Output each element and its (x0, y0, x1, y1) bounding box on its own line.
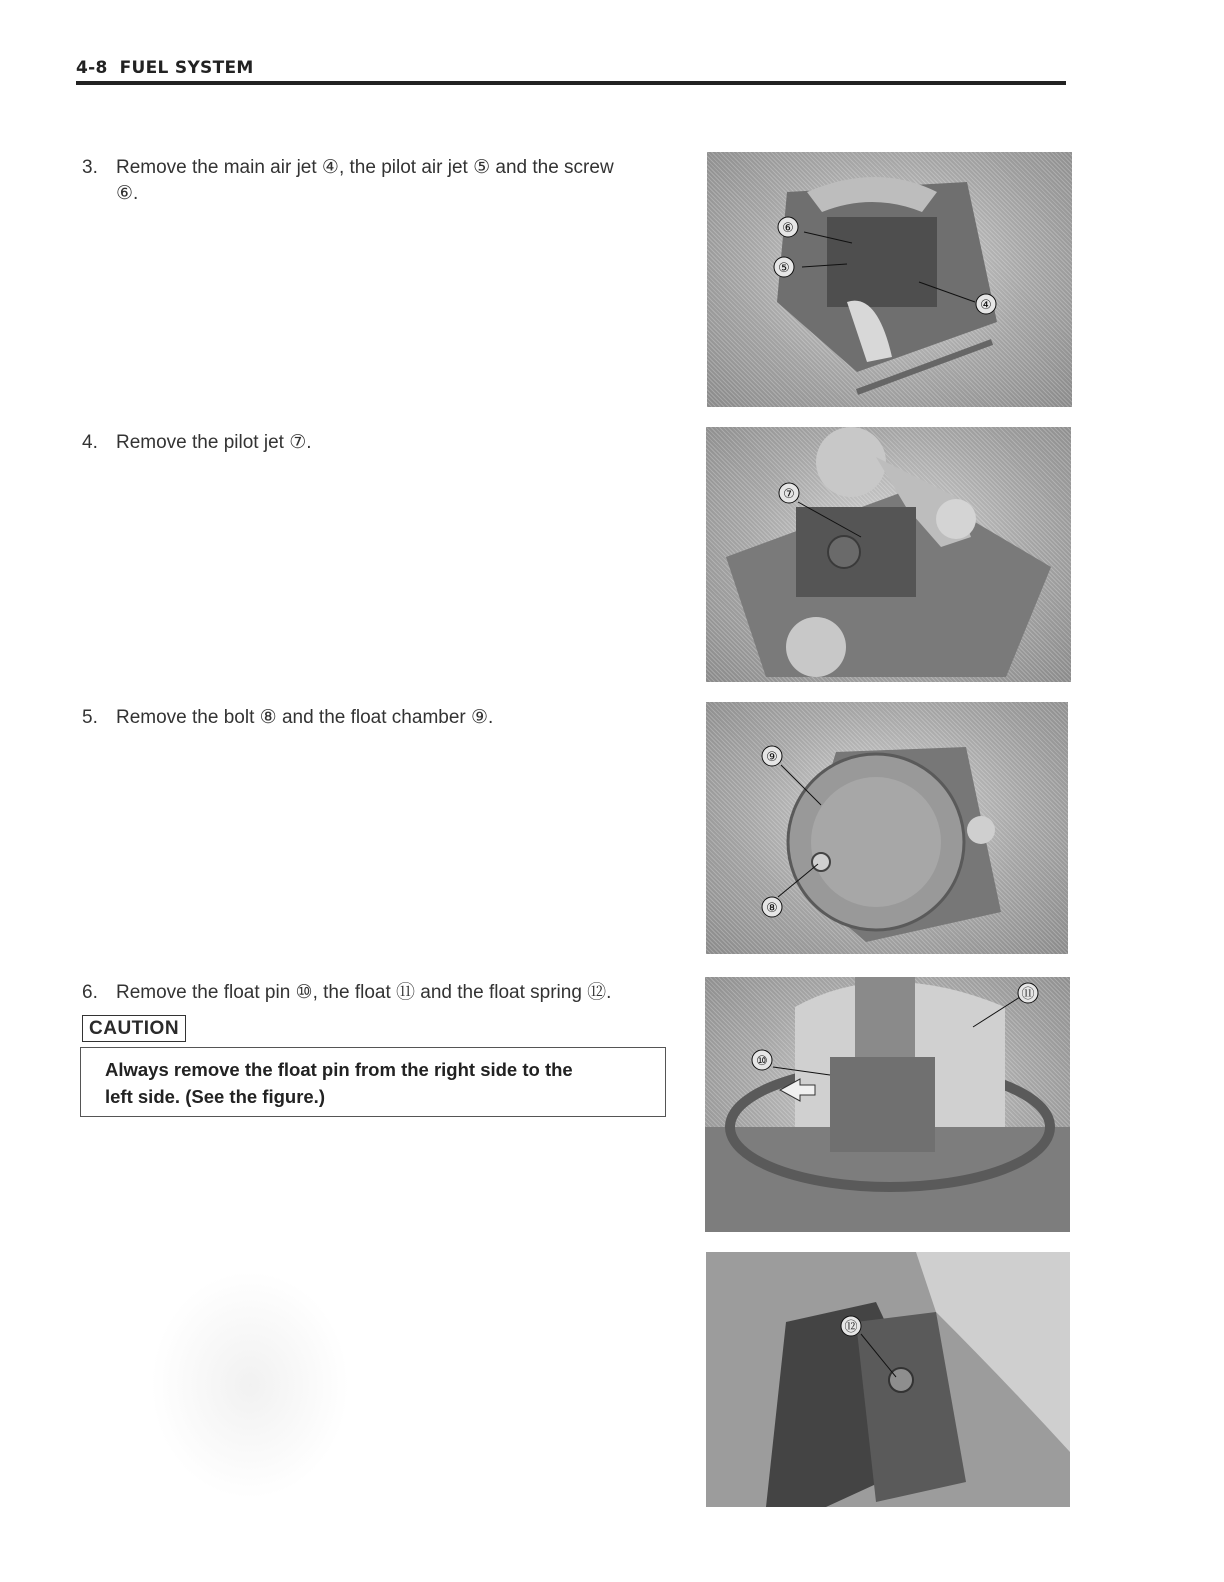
page-number: 4-8 (76, 58, 108, 78)
carburetor-chamber (827, 217, 937, 307)
step-4 (82, 430, 312, 456)
photo-carburetor-air-jets (707, 152, 1072, 407)
step-text: Remove the bolt ⑧ and the float chamber ⑨. (116, 707, 494, 728)
callout-label-9: ⑨ (766, 750, 778, 765)
step-text: Remove the pilot jet ⑦. (116, 432, 312, 453)
photo-float-spring (706, 1252, 1070, 1507)
drain-bolt (812, 853, 830, 871)
step-6 (82, 980, 611, 1006)
caution-label: CAUTION (82, 1015, 186, 1042)
photo-5-illustration (706, 1252, 1070, 1507)
caution-box (80, 1047, 666, 1117)
photo-float-pin (705, 977, 1070, 1232)
float-chamber-face (811, 777, 941, 907)
callout-label-11: ⑪ (1021, 987, 1035, 1002)
step-number: 3. (82, 157, 98, 178)
pilot-jet (828, 536, 860, 568)
step-number: 5. (82, 707, 98, 728)
step-5 (82, 705, 493, 731)
float-spring (889, 1368, 913, 1392)
fuel-inlet (786, 617, 846, 677)
step-number: 6. (82, 982, 98, 1003)
page-header (76, 58, 1066, 88)
diaphragm-cap (816, 427, 886, 497)
callout-label-8: ⑧ (766, 901, 778, 916)
needle-valve-housing (855, 977, 915, 1057)
callout-label-4: ④ (980, 298, 992, 313)
step-number: 4. (82, 432, 98, 453)
caution-line-1: Always remove the float pin from the right side to the (105, 1059, 573, 1080)
scan-artifact (150, 1270, 350, 1500)
header-rule (76, 81, 1066, 85)
photo-4-illustration (705, 977, 1070, 1232)
step-3 (82, 155, 614, 207)
photo-float-chamber (706, 702, 1068, 954)
callout-label-5: ⑤ (778, 261, 790, 276)
callout-label-10: ⑩ (756, 1054, 768, 1069)
adjust-screw (967, 816, 995, 844)
lever-pivot (936, 499, 976, 539)
photo-3-illustration (706, 702, 1068, 954)
step-text: Remove the float pin ⑩, the float ⑪ and the float spring ⑫. (116, 982, 612, 1003)
float-arm-bracket (830, 1057, 935, 1152)
callout-label-12: ⑫ (844, 1320, 858, 1335)
section-title: FUEL SYSTEM (119, 58, 254, 78)
photo-carburetor-pilot-jet (706, 427, 1071, 682)
callout-label-6: ⑥ (782, 221, 794, 236)
step-text: Remove the main air jet ④, the pilot air jet ⑤ and the screw (116, 157, 614, 178)
step-text-continuation: ⑥. (116, 183, 139, 204)
header-title (76, 58, 254, 78)
caution-line-2: left side. (See the figure.) (105, 1086, 325, 1107)
photo-1-illustration (707, 152, 1072, 407)
callout-label-7: ⑦ (783, 487, 795, 502)
photo-2-illustration (706, 427, 1071, 682)
